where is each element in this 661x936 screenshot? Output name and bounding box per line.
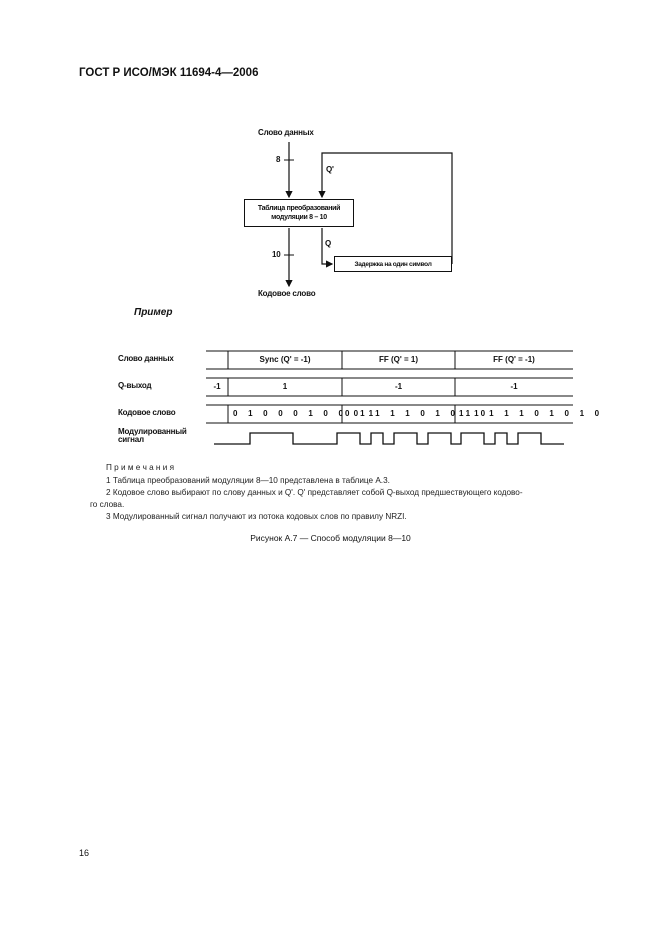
delay-box: Задержка на один символ [334, 256, 452, 272]
q-initial: -1 [213, 382, 221, 391]
data-cell-ff1: FF (Q' = 1) [378, 355, 418, 364]
example-title: Пример [134, 307, 173, 318]
row-label-data-word: Слово данных [118, 354, 174, 363]
data-cell-sync: Sync (Q' = -1) [259, 355, 311, 364]
notes-heading: П р и м е ч а н и я [106, 463, 175, 472]
row-label-q-out: Q-выход [118, 381, 152, 390]
page-number: 16 [79, 848, 90, 858]
row-label-signal: Модулированный сигнал [118, 427, 187, 444]
code-bits-2: 0 1 1 1 1 0 1 0 1 0 [345, 409, 490, 418]
data-cell-ff2: FF (Q' = -1) [493, 355, 535, 364]
diagram-q-label: Q [325, 239, 332, 248]
q-cell-2: -1 [394, 382, 403, 391]
row-label-code-word: Кодовое слово [118, 408, 176, 417]
diagram-output-label: Кодовое слово [258, 289, 316, 298]
diagram-output-width: 10 [272, 250, 281, 259]
code-bits-1: 0 1 0 0 0 1 0 0 0 1 [233, 409, 378, 418]
note-2-cont: го слова. [90, 500, 125, 509]
diagram-input-width: 8 [276, 155, 281, 164]
diagram-input-label: Слово данных [258, 128, 314, 137]
modulation-table-box [244, 199, 354, 227]
note-1: 1 Таблица преобразований модуляции 8—10 представлена в таблице А.3. [106, 476, 390, 485]
code-bits-3: 1 1 1 1 1 0 1 0 1 0 [459, 409, 604, 418]
modulated-signal-waveform [214, 433, 564, 444]
q-cell-3: -1 [510, 382, 518, 391]
modulation-table-line2: модуляции 8 – 10 [271, 214, 327, 221]
document-header: ГОСТ Р ИСО/МЭК 11694-4—2006 [79, 67, 259, 79]
figure-caption: Рисунок А.7 — Способ модуляции 8—10 [250, 533, 411, 543]
note-2: 2 Кодовое слово выбирают по слову данных и Q'. Q' представляет собой Q-выход предшествующего кодово- [106, 488, 523, 497]
diagram-feedback-label: Q' [326, 165, 334, 174]
note-3: 3 Модулированный сигнал получают из потока кодовых слов по правилу NRZI. [106, 512, 407, 521]
modulation-table-line1: Таблица преобразований [257, 205, 341, 212]
q-cell-1: 1 [282, 382, 288, 391]
